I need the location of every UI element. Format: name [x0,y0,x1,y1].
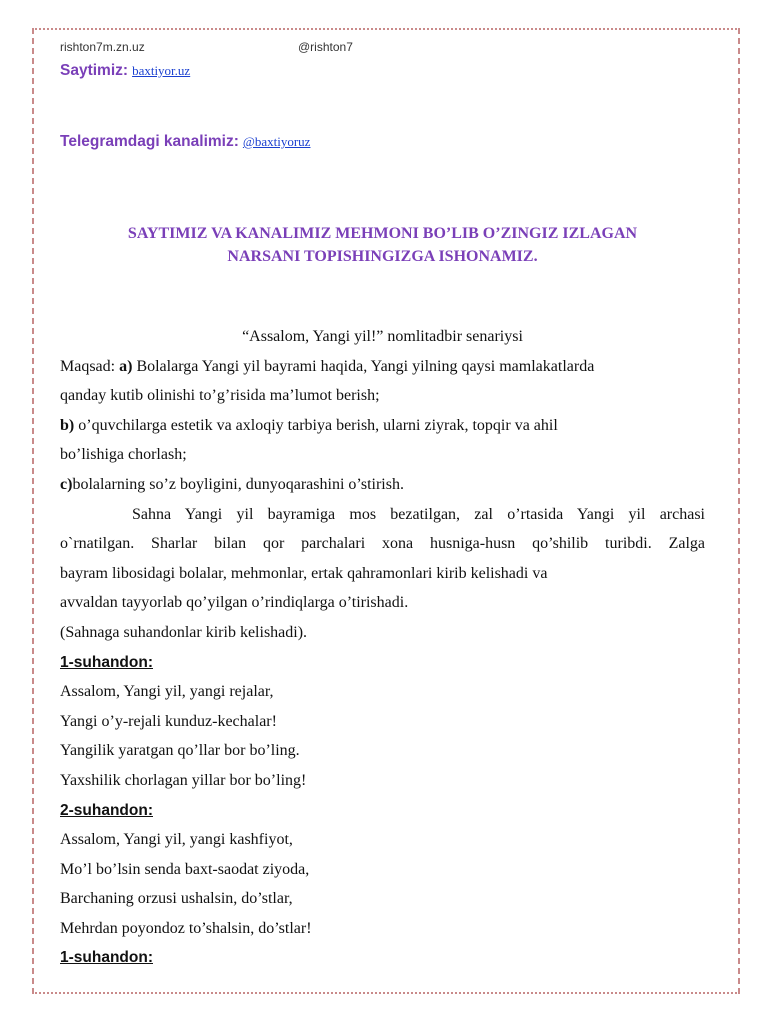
scene-line-2: o`rnatilgan. Sharlar bilan qor parchalari xona husniga-husn qo’shilib turibdi. Zalga [60,535,705,553]
speaker-heading-1: 1-suhandon: [60,653,153,671]
aim-a-text-1: Bolalarga Yangi yil bayrami haqida, Yangi yilning qaysi mamlakatlarda [132,357,595,375]
stage-note: (Sahnaga suhandonlar kirib kelishadi). [60,623,308,641]
document-title: “Assalom, Yangi yil!” nomlitadbir senariysi [242,328,523,345]
aim-b-text-1: o’quvchilarga estetik va axloqiy tarbiya berish, ularni ziyrak, topqir va ahil [74,416,558,434]
aim-prefix: Maqsad: [60,357,120,375]
verse-line: Assalom, Yangi yil, yangi kashfiyot, [60,831,293,849]
verse-line: Mo’l bo’lsin senda baxt-saodat ziyoda, [60,860,310,878]
aim-c-text: bolalarning so’z boyligini, dunyoqarashini o’stirish. [72,475,404,493]
aim-c-mark: c) [60,475,73,493]
verse-line: Yangi o’y-rejali kunduz-kechalar! [60,712,277,730]
telegram-line [60,133,310,151]
verse-line: Barchaning orzusi ushalsin, do’stlar, [60,890,293,908]
site-link[interactable]: baxtiyor.uz [132,63,191,78]
telegram-link[interactable]: @baxtiyoruz [242,134,311,149]
promo-banner [60,222,705,268]
site-line [60,62,190,80]
verse-line: Mehrdan poyondoz to’shalsin, do’stlar! [60,919,312,937]
banner-line-2: NARSANI TOPISHINGIZGA ISHONAMIZ. [227,248,538,265]
aim-b-mark: b) [60,416,75,434]
scene-line-4: avvaldan tayyorlab qo’yilgan o’rindiqlarga o’tirishadi. [60,594,409,612]
aim-a-mark: a) [119,357,133,375]
scene-line-3: bayram libosidagi bolalar, mehmonlar, ertak qahramonlari kirib kelishadi va [60,564,548,582]
document-body [60,322,705,973]
speaker-heading-2: 2-suhandon: [60,801,153,819]
verse-line: Yangilik yaratgan qo’llar bor bo’ling. [60,742,300,760]
aim-b-line-2: bo’lishiga chorlash; [60,446,187,464]
aim-a-line-1 [60,352,705,382]
aim-b-line-1 [60,411,705,441]
header-site-ref: rishton7m.zn.uz [60,40,145,54]
aim-c-line [60,470,705,500]
header-handle-ref: @rishton7 [298,40,353,54]
site-label: Saytimiz: [60,62,129,79]
speaker-heading-3: 1-suhandon: [60,949,153,967]
aim-a-line-2: qanday kutib olinishi to’g’risida ma’lumot berish; [60,387,380,405]
telegram-label: Telegramdagi kanalimiz: [60,133,239,150]
banner-line-1: SAYTIMIZ VA KANALIMIZ MEHMONI BO’LIB O’ZINGIZ IZLAGAN [127,225,638,242]
verse-line: Assalom, Yangi yil, yangi rejalar, [60,683,274,701]
verse-line: Yaxshilik chorlagan yillar bor bo’ling! [60,771,307,789]
scene-line-1: Sahna Yangi yil bayramiga mos bezatilgan, zal o’rtasida Yangi yil archasi [132,505,705,523]
